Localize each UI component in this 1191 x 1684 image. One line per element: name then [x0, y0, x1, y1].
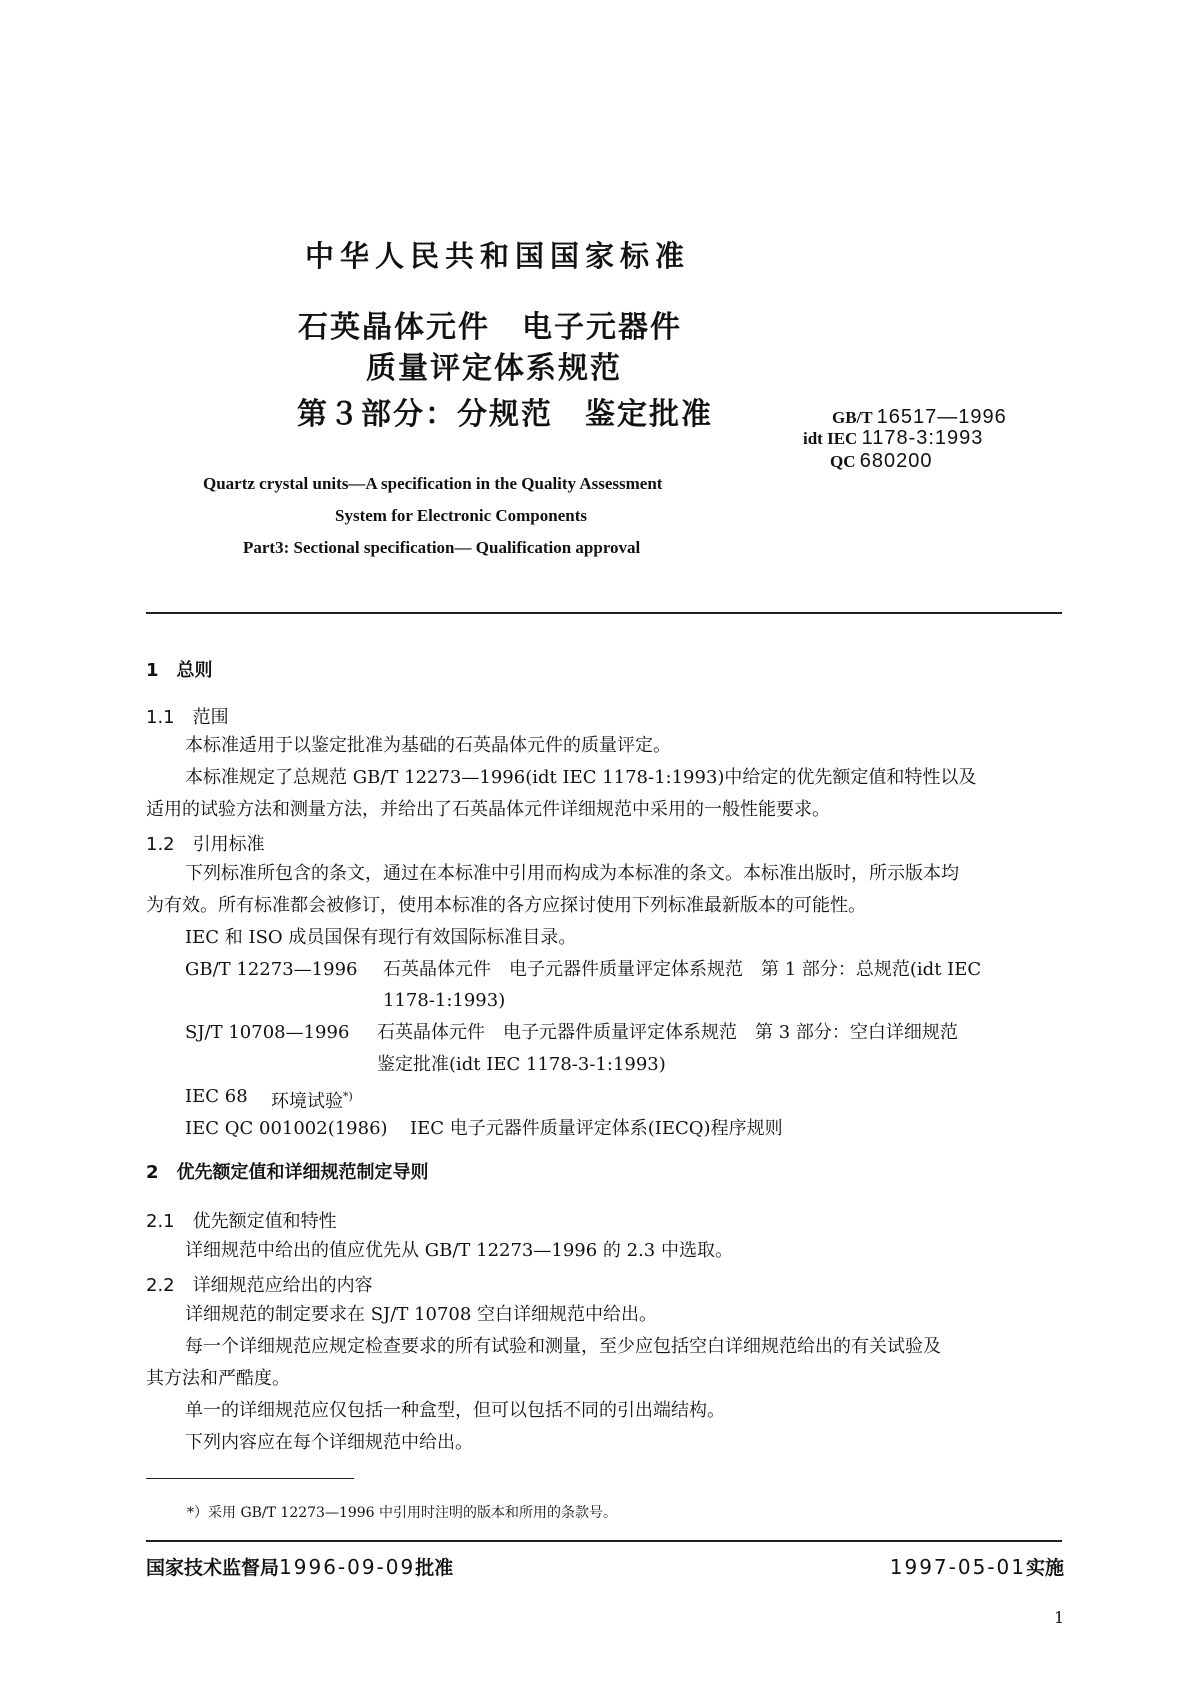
section-2-1-para1: 详细规范中给出的值应优先从 GB/T 12273—1996 的 2.3 中选取。: [185, 1240, 733, 1261]
effective-date: 1997-05-01: [889, 1555, 1026, 1579]
title-en-line3: Part3: Sectional specification— Qualification approval: [243, 538, 641, 557]
reference-1-title-line1: 石英晶体元件 电子元器件质量评定体系规范 第 1 部分：总规范(idt IEC: [383, 959, 982, 980]
qc-code: [830, 451, 933, 472]
section-2-2-para3: 单一的详细规范应仅包括一种盒型，但可以包括不同的引出端结构。: [185, 1400, 725, 1421]
approver: 国家技术监督局: [146, 1557, 280, 1579]
title-en-line1: Quartz crystal units—A specification in the Quality Assessment: [203, 474, 663, 493]
title-cn-line1: 石英晶体元件 电子元器件: [298, 310, 682, 345]
reference-4-code: IEC QC 001002(1986): [185, 1118, 388, 1139]
standard-code: [832, 407, 1007, 428]
header-rule: [146, 612, 1062, 614]
section-1-1-para2-line2: 适用的试验方法和测量方法，并给出了石英晶体元件详细规范中采用的一般性能要求。: [146, 799, 830, 820]
footnote-separator: [146, 1478, 354, 1479]
code-prefix: GB/T: [832, 408, 873, 427]
idt-code: [803, 428, 983, 449]
section-1-1-para1: 本标准适用于以鉴定批准为基础的石英晶体元件的质量评定。: [185, 735, 671, 756]
section-1-2-para2: IEC 和 ISO 成员国保有现行有效国际标准目录。: [185, 927, 577, 948]
section-2-2-para2-line1: 每一个详细规范应规定检查要求的所有试验和测量，至少应包括空白详细规范给出的有关试验及: [185, 1336, 941, 1357]
effective-label: 实施: [1025, 1557, 1064, 1579]
page-number: 1: [1054, 1608, 1065, 1627]
section-1-title: 1 总则: [146, 660, 213, 681]
idt-number: 1178-3:1993: [861, 427, 984, 449]
section-1-2-para1-line1: 下列标准所包含的条文，通过在本标准中引用而构成为本标准的条文。本标准出版时，所示版本均: [185, 863, 959, 884]
approve-date: 1996-09-09: [279, 1555, 416, 1579]
section-2-2-para4: 下列内容应在每个详细规范中给出。: [185, 1432, 473, 1453]
reference-3-footnote-mark: *): [343, 1090, 353, 1103]
title-en-line2: System for Electronic Components: [335, 506, 587, 525]
section-1-2-title: 1.2 引用标准: [146, 834, 265, 855]
national-standard-heading: 中华人民共和国国家标准: [305, 239, 691, 273]
footer-rule: [146, 1540, 1062, 1542]
section-1-1-title: 1.1 范围: [146, 707, 229, 728]
section-2-2-title: 2.2 详细规范应给出的内容: [146, 1275, 373, 1296]
section-2-2-para2-line2: 其方法和严酷度。: [146, 1368, 290, 1389]
approve-label: 批准: [415, 1557, 454, 1579]
title-cn-line2: 质量评定体系规范: [366, 351, 622, 386]
reference-2-code: SJ/T 10708—1996: [185, 1022, 350, 1043]
section-1-1-para2-line1: 本标准规定了总规范 GB/T 12273—1996(idt IEC 1178-1:1993)中给定的优先额定值和特性以及: [185, 767, 977, 788]
section-2-title: 2 优先额定值和详细规范制定导则: [146, 1162, 429, 1183]
reference-3-title: [271, 1085, 353, 1114]
reference-4-title: IEC 电子元器件质量评定体系(IECQ)程序规则: [410, 1118, 783, 1139]
section-1-2-para1-line2: 为有效。所有标准都会被修订，使用本标准的各方应探讨使用下列标准最新版本的可能性。: [146, 895, 866, 916]
reference-1-code: GB/T 12273—1996: [185, 959, 358, 980]
reference-3-code: IEC 68: [185, 1086, 248, 1107]
reference-2-title-line2: 鉴定批准(idt IEC 1178-3-1:1993): [377, 1054, 666, 1075]
reference-3-title-text: 环境试验: [271, 1091, 343, 1112]
reference-2-title-line1: 石英晶体元件 电子元器件质量评定体系规范 第 3 部分：空白详细规范: [377, 1022, 958, 1043]
code-number: 16517—1996: [876, 406, 1007, 428]
qc-number: 680200: [859, 450, 933, 472]
title-cn-line3: 第３部分：分规范 鉴定批准: [297, 397, 713, 432]
section-2-1-title: 2.1 优先额定值和特性: [146, 1211, 337, 1232]
approval-line: [146, 1553, 453, 1580]
footnote-text: *）采用 GB/T 12273—1996 中引用时注明的版本和所用的条款号。: [187, 1505, 618, 1521]
idt-prefix: idt IEC: [803, 429, 858, 448]
section-2-2-para1: 详细规范的制定要求在 SJ/T 10708 空白详细规范中给出。: [185, 1304, 658, 1325]
effective-line: [890, 1553, 1064, 1580]
reference-1-title-line2: 1178-1:1993): [383, 990, 506, 1011]
qc-prefix: QC: [830, 452, 856, 471]
